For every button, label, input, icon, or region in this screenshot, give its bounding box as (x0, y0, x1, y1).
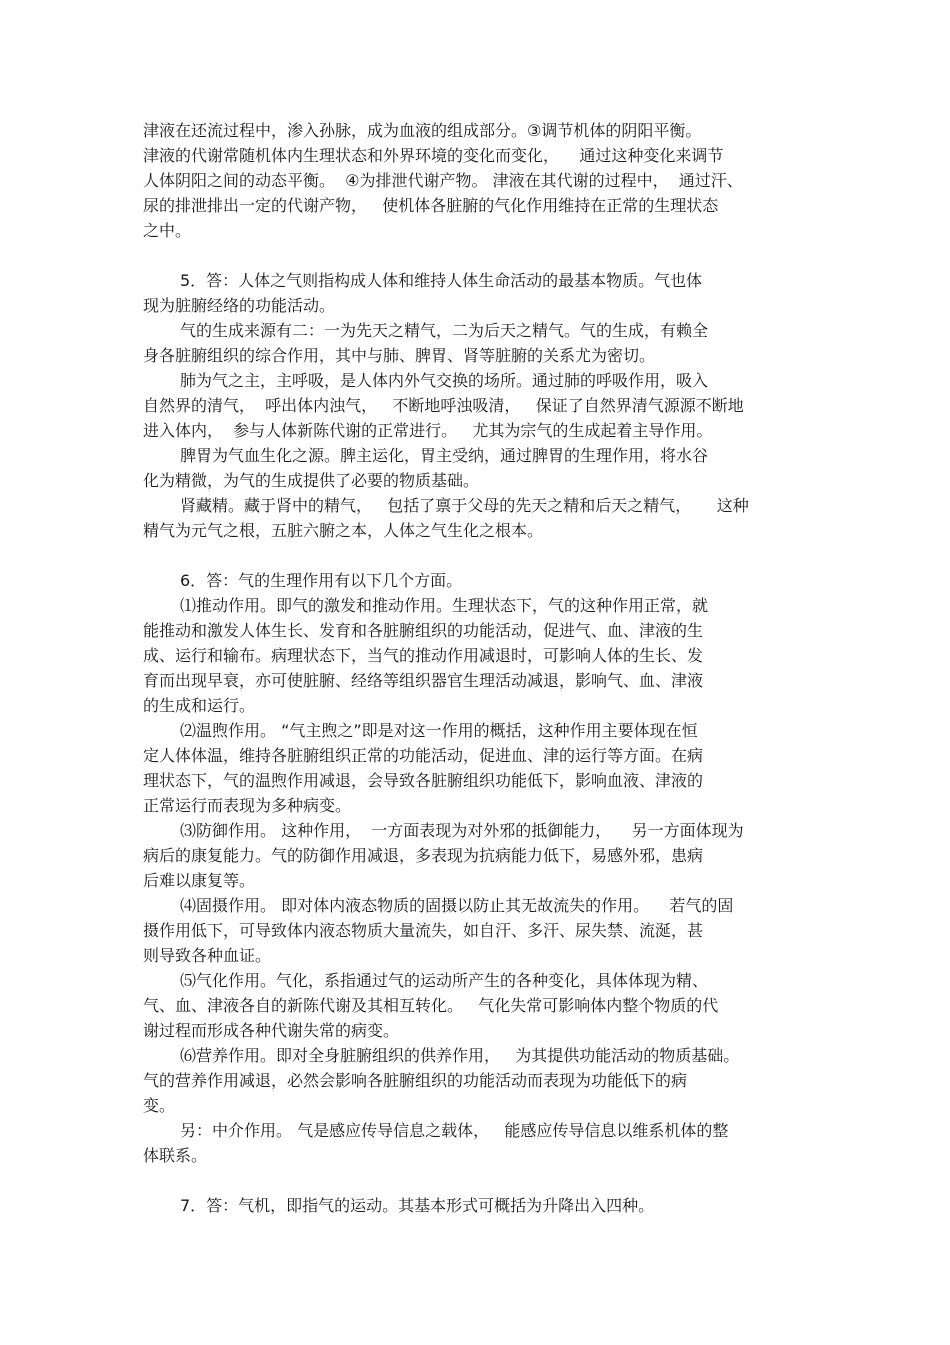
paragraph-start: 脾胃为气血生化之源。脾主运化，胃主受纳，通过脾胃的生理作用，将水谷 (180, 446, 709, 465)
text-line: 精气为元气之根，五脏六腑之本，人体之气生化之根本。 (143, 521, 544, 540)
text-line: 进入体内， 参与人体新陈代谢的正常进行。 尤其为宗气的生成起着主导作用。 (143, 421, 713, 440)
text-line: 能推动和激发人体生长、发育和各脏腑组织的功能活动，促进气、血、津液的生 (143, 621, 704, 640)
paragraph-start: ⑴推动作用。即气的激发和推动作用。生理状态下，气的这种作用正常，就 (180, 596, 709, 615)
text-line: 人体阴阳之间的动态平衡。 ④为排泄代谢产物。 津液在其代谢的过程中， 通过汗、 (143, 171, 743, 190)
paragraph-start: ⑵温煦作用。 “气主煦之”即是对这一作用的概括，这种作用主要体现在恒 (180, 721, 698, 740)
text-line: 正常运行而表现为多种病变。 (143, 796, 352, 815)
text-line: 谢过程而形成各种代谢失常的病变。 (143, 1021, 400, 1040)
text-line: 则导致各种血证。 (143, 946, 272, 965)
paragraph-start: ⑸气化作用。气化，系指通过气的运动所产生的各种变化，具体体现为精、 (180, 971, 709, 990)
text-line: 之中。 (143, 221, 192, 240)
text-line: 病后的康复能力。气的防御作用减退，多表现为抗病能力低下，易感外邪，患病 (143, 846, 704, 865)
text-line: 的生成和运行。 (143, 696, 256, 715)
paragraph-start: ⑹营养作用。即对全身脏腑组织的供养作用， 为其提供功能活动的物质基础。 (180, 1046, 740, 1065)
text-line: 后难以康复等。 (143, 871, 256, 890)
paragraph-start: 肺为气之主，主呼吸，是人体内外气交换的场所。通过肺的呼吸作用，吸入 (180, 371, 709, 390)
text-line: 尿的排泄排出一定的代谢产物， 使机体各脏腑的气化作用维持在正常的生理状态 (143, 196, 719, 215)
text-line: 成、运行和输布。病理状态下，当气的推动作用减退时，可影响人体的生长、发 (143, 646, 704, 665)
text-line: 定人体体温，维持各脏腑组织正常的功能活动，促进血、津的运行等方面。在病 (143, 746, 704, 765)
paragraph-start: 气的生成来源有二：一为先天之精气，二为后天之精气。气的生成，有赖全 (180, 321, 709, 340)
answer-5-heading: 5．答：人体之气则指构成人体和维持人体生命活动的最基本物质。气也体 (180, 271, 703, 290)
text-line: 气的营养作用减退，必然会影响各脏腑组织的功能活动而表现为功能低下的病 (143, 1071, 688, 1090)
text-line: 变。 (143, 1096, 176, 1115)
text-line: 理状态下，气的温煦作用减退，会导致各脏腑组织功能低下，影响血液、津液的 (143, 771, 704, 790)
paragraph-start: 肾藏精。藏于肾中的精气， 包括了禀于父母的先天之精和后天之精气， 这种 (180, 496, 749, 515)
paragraph-start: 另：中介作用。 气是感应传导信息之载体， 能感应传导信息以维系机体的整 (180, 1121, 729, 1140)
paragraph-start: ⑶防御作用。 这种作用， 一方面表现为对外邪的抵御能力， 另一方面体现为 (180, 821, 744, 840)
text-line: 体联系。 (143, 1146, 208, 1165)
answer-6-heading: 6．答：气的生理作用有以下几个方面。 (180, 571, 463, 590)
answer-7-heading: 7．答：气机，即指气的运动。其基本形式可概括为升降出入四种。 (180, 1196, 655, 1215)
text-line: 育而出现早衰，亦可使脏腑、经络等组织器官生理活动减退，影响气、血、津液 (143, 671, 704, 690)
text-line: 身各脏腑组织的综合作用，其中与肺、脾胃、肾等脏腑的关系尤为密切。 (143, 346, 656, 365)
text-line: 气、血、津液各自的新陈代谢及其相互转化。 气化失常可影响体内整个物质的代 (143, 996, 719, 1015)
text-line: 化为精微，为气的生成提供了必要的物质基础。 (143, 471, 480, 490)
paragraph-start: ⑷固摄作用。 即对体内液态物质的固摄以防止其无故流失的作用。 若气的固 (180, 896, 734, 915)
text-line: 摄作用低下，可导致体内液态物质大量流失，如自汗、多汗、尿失禁、流涎，甚 (143, 921, 704, 940)
text-line: 自然界的清气， 呼出体内浊气， 不断地呼浊吸清， 保证了自然界清气源源不断地 (143, 396, 744, 415)
text-line: 现为脏腑经络的功能活动。 (143, 296, 336, 315)
text-line: 津液在还流过程中，渗入孙脉，成为血液的组成部分。③调节机体的阴阳平衡。 (143, 121, 702, 140)
text-line: 津液的代谢常随机体内生理状态和外界环境的变化而变化， 通过这种变化来调节 (143, 146, 724, 165)
